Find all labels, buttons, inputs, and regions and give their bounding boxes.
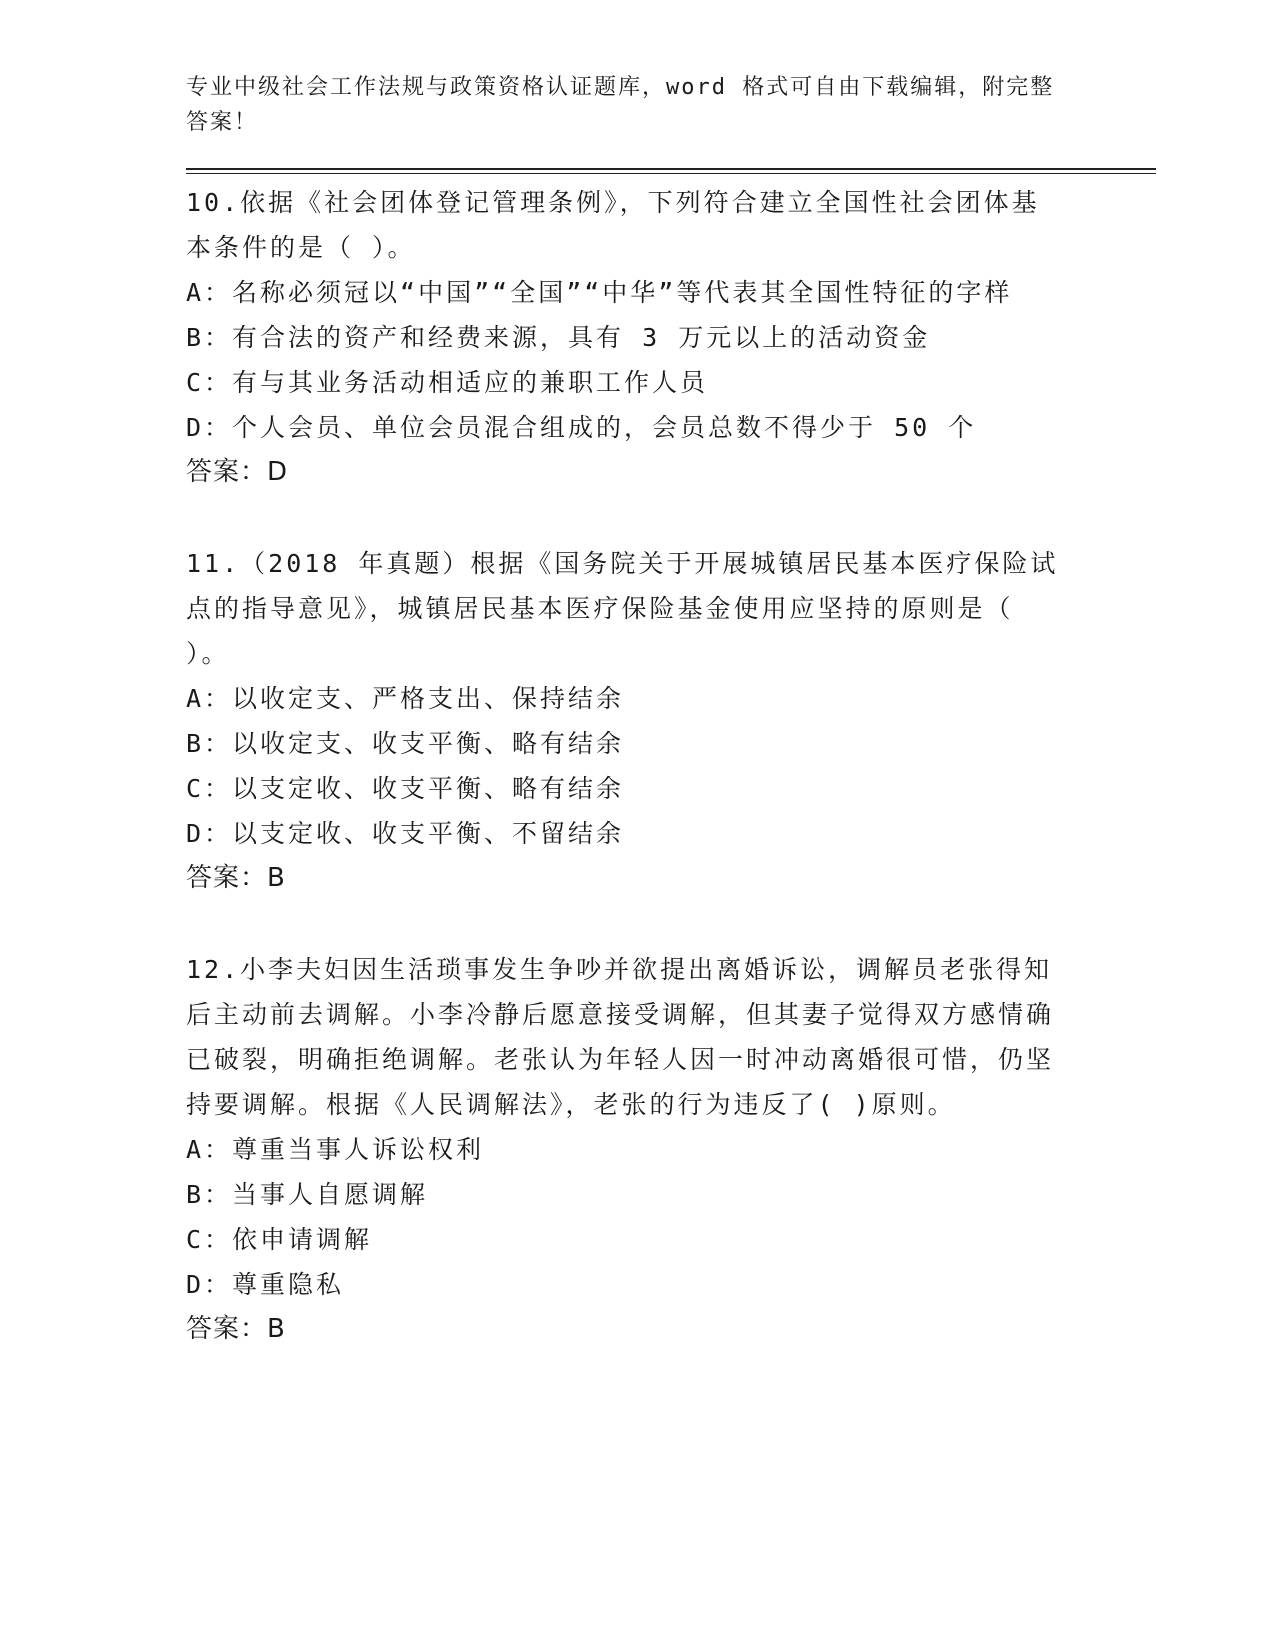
question-10 xyxy=(186,180,1156,495)
option-c: C：依申请调解 xyxy=(186,1225,373,1254)
option-a: A：以收定支、严格支出、保持结余 xyxy=(186,684,625,713)
option-a: A：尊重当事人诉讼权利 xyxy=(186,1135,485,1164)
question-stem: 11.（2018 年真题）根据《国务院关于开展城镇居民基本医疗保险试点的指导意见》，城镇居民基本医疗保险基金使用应坚持的原则是（ ）。 xyxy=(186,549,1059,668)
option-b: B：有合法的资产和经费来源，具有 3 万元以上的活动资金 xyxy=(186,323,931,352)
answer-line: 答案：B xyxy=(186,1314,286,1344)
question-stem: 12.小李夫妇因生活琐事发生争吵并欲提出离婚诉讼，调解员老张得知后主动前去调解。小李冷静后愿意接受调解，但其妻子觉得双方感情确已破裂，明确拒绝调解。老张认为年轻人因一时冲动离婚很可惜，仍坚持要调解。根据《人民调解法》，老张的行为违反了( )原则。 xyxy=(186,955,1055,1119)
option-d: D：以支定收、收支平衡、不留结余 xyxy=(186,819,625,848)
document-page xyxy=(186,70,1156,1352)
option-c: C：以支定收、收支平衡、略有结余 xyxy=(186,774,625,803)
option-d: D：尊重隐私 xyxy=(186,1270,345,1299)
question-stem: 10.依据《社会团体登记管理条例》，下列符合建立全国性社会团体基本条件的是（ ）。 xyxy=(186,188,1040,262)
option-b: B：当事人自愿调解 xyxy=(186,1180,429,1209)
answer-line: 答案：D xyxy=(186,457,289,487)
question-11 xyxy=(186,541,1156,901)
document-header: 专业中级社会工作法规与政策资格认证题库，word 格式可自由下载编辑，附完整答案！ xyxy=(186,75,1055,135)
header-divider xyxy=(186,168,1156,174)
option-b: B：以收定支、收支平衡、略有结余 xyxy=(186,729,625,758)
answer-line: 答案：B xyxy=(186,863,286,893)
question-12 xyxy=(186,947,1156,1352)
question-list xyxy=(186,180,1156,1352)
option-a: A：名称必须冠以“中国”“全国”“中华”等代表其全国性特征的字样 xyxy=(186,278,1013,307)
option-d: D：个人会员、单位会员混合组成的，会员总数不得少于 50 个 xyxy=(186,413,977,442)
option-c: C：有与其业务活动相适应的兼职工作人员 xyxy=(186,368,709,397)
